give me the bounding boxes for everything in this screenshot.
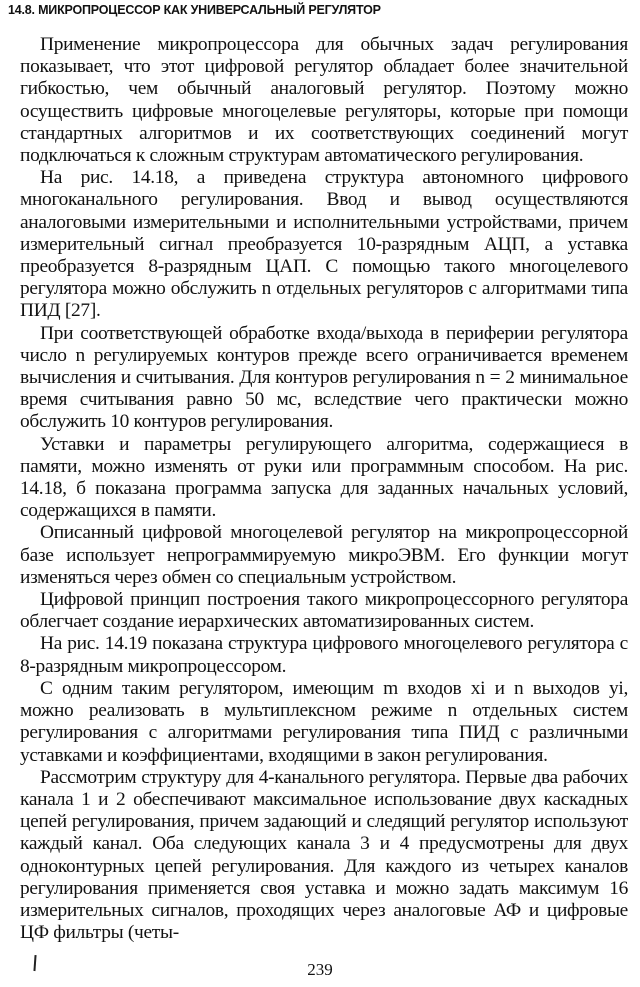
paragraph-7: На рис. 14.19 показана структура цифрового многоцелевого регулятора с 8-разрядным микропроцессором. <box>20 633 628 677</box>
paragraph-6: Цифровой принцип построения такого микропроцессорного регулятора облегчает создание иерархических автоматизированных систем. <box>20 589 628 633</box>
page-number: 239 <box>307 960 333 979</box>
paragraph-4: Уставки и параметры регулирующего алгоритма, содержащиеся в памяти, можно изменять от руки или программным способом. На рис. 14.18, б показана программа запуска для заданных начальных условий, содержащихся в памяти. <box>20 433 628 522</box>
body-text <box>20 34 628 944</box>
section-heading: 14.8. МИКРОПРОЦЕССОР КАК УНИВЕРСАЛЬНЫЙ РЕГУЛЯТОР <box>8 3 381 17</box>
paragraph-5: Описанный цифровой многоцелевой регулятор на микропроцессорной базе использует непрограммируемую микроЭВМ. Его функции могут изменяться через обмен со специальным устройством. <box>20 522 628 588</box>
paragraph-8: С одним таким регулятором, имеющим m входов xi и n выходов yi, можно реализовать в мультиплексном режиме n отдельных систем регулирования с алгоритмами регулирования типа ПИД с различными уставками и коэффициентами, входящими в закон регулирования. <box>20 677 628 766</box>
paragraph-2: На рис. 14.18, а приведена структура автономного цифрового многоканального регулирования. Ввод и вывод осуществляются аналоговыми измерительными и исполнительными устройствами, причем измерительный сигнал преобразуется 10-разрядным АЦП, а уставка преобразуется 8-разрядным ЦАП. С помощью такого многоцелевого регулятора можно обслужить n отдельных регуляторов с алгоритмами типа ПИД [27]. <box>20 167 628 322</box>
paragraph-9: Рассмотрим структуру для 4-канального регулятора. Первые два рабочих канала 1 и 2 обеспечивают максимальное использование двух каскадных цепей регулирования, причем задающий и следящий регулятор используют каждый канал. Оба следующих канала 3 и 4 предусмотрены для двух одноконтурных цепей регулирования. Для каждого из четырех каналов регулирования применяется своя уставка и можно задать максимум 16 измерительных сигналов, проходящих через аналоговые АФ и цифровые ЦФ фильтры (четы- <box>20 766 628 944</box>
paragraph-3: При соответствующей обработке входа/выхода в периферии регулятора число n регулируемых контуров прежде всего ограничивается временем вычисления и считывания. Для контуров регулирования n = 2 минимальное время считывания равно 50 мс, вследствие чего практически можно обслужить 10 контуров регулирования. <box>20 322 628 433</box>
paragraph-1: Применение микропроцессора для обычных задач регулирования показывает, что этот цифровой регулятор обладает более значительной гибкостью, чем обычный аналоговый регулятор. Поэтому можно осуществить цифровые многоцелевые регуляторы, которые при помощи стандартных алгоритмов и их соответствующих соединений могут подключаться к сложным структурам автоматического регулирования. <box>20 34 628 167</box>
